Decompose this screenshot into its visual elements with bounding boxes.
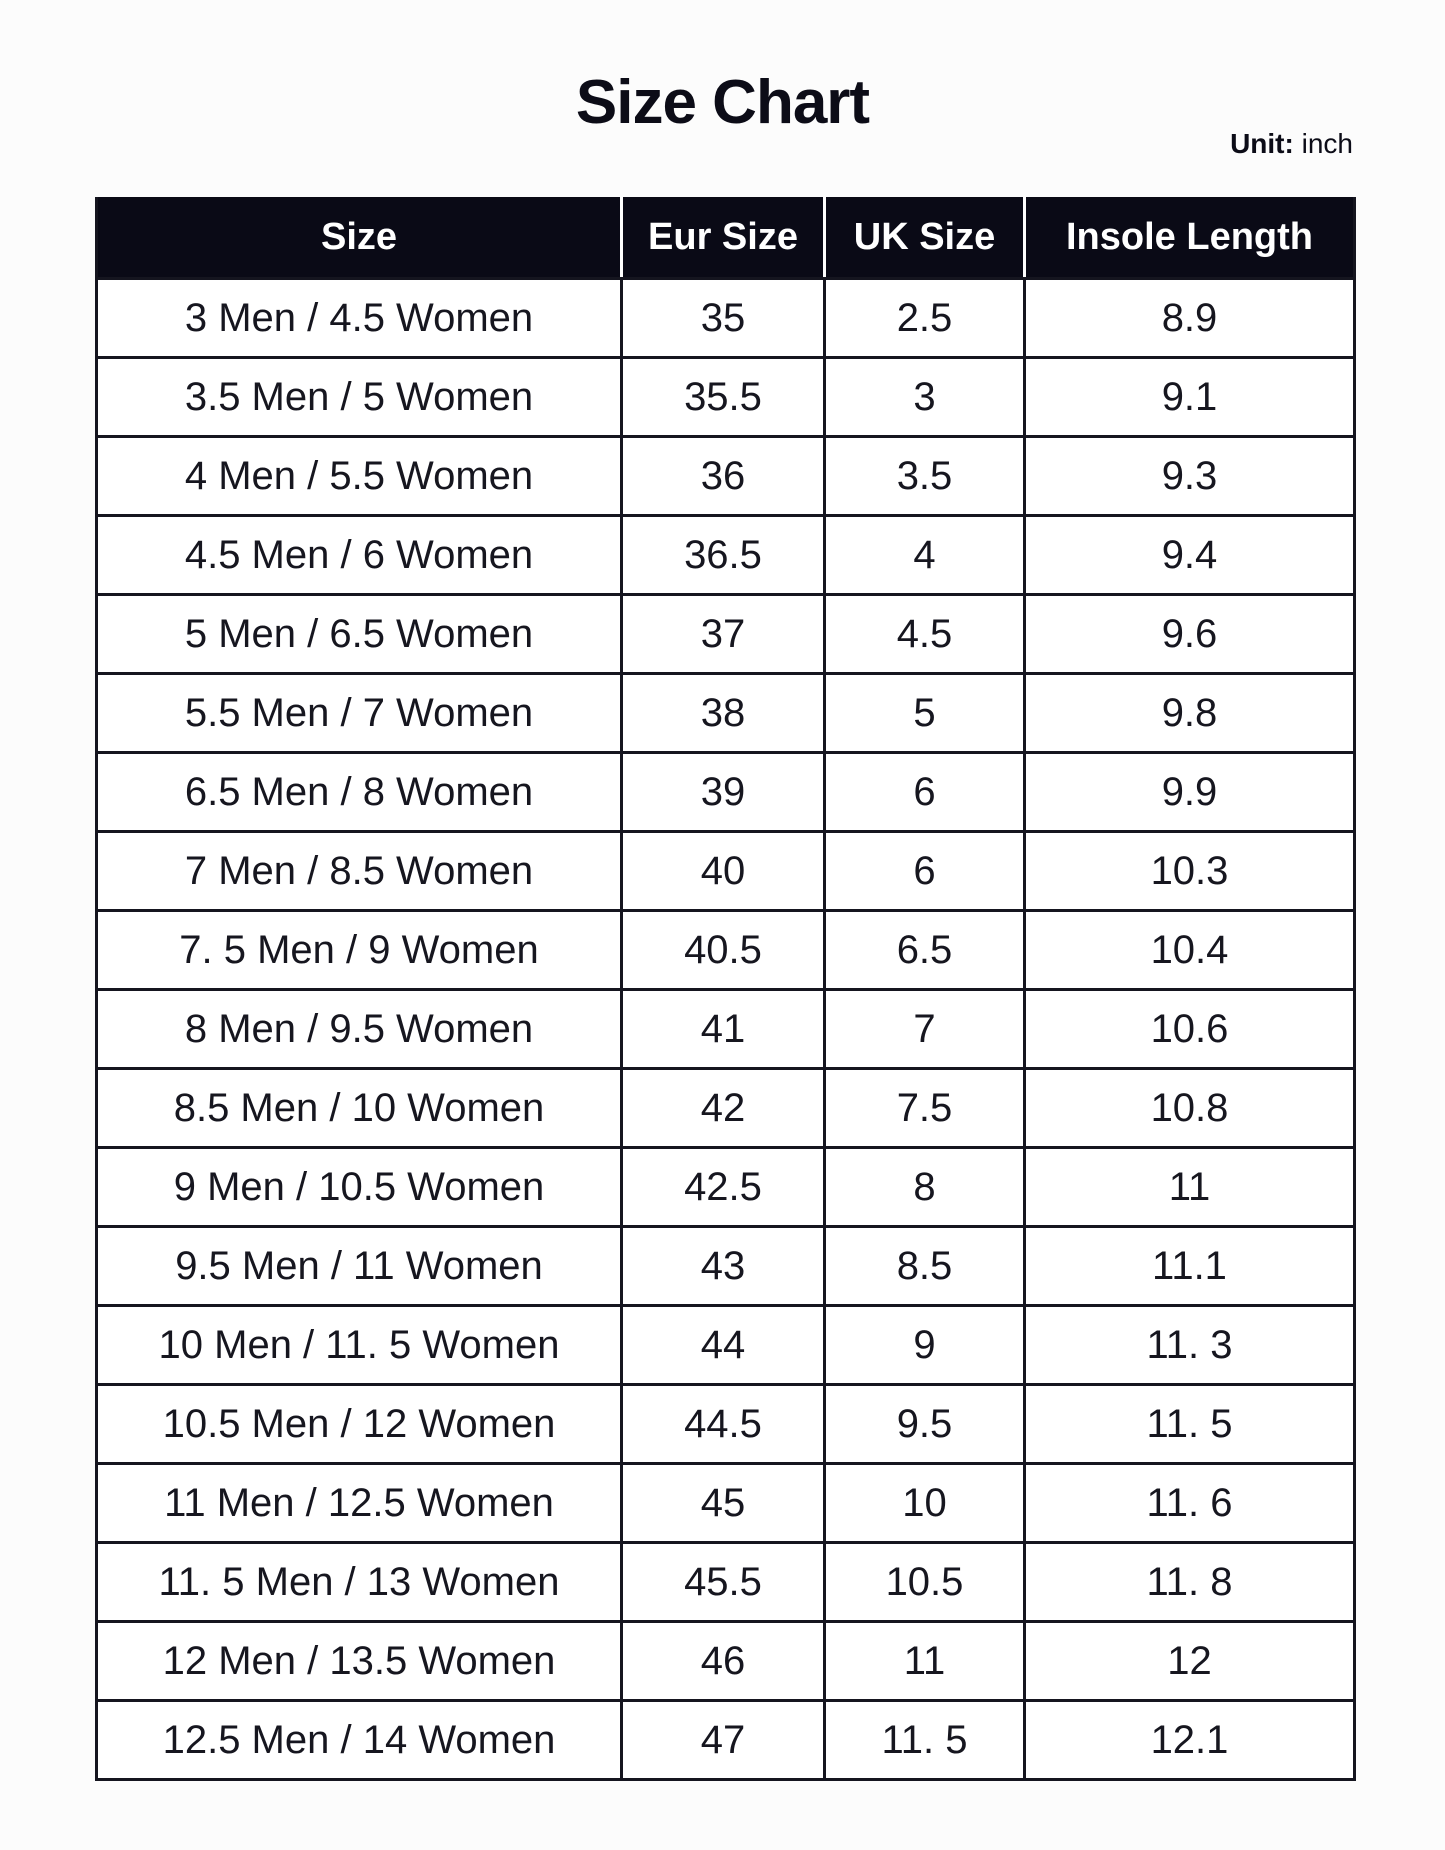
table-row	[97, 753, 1355, 832]
table-row	[97, 911, 1355, 990]
uk-size-cell: 8	[825, 1148, 1025, 1227]
size-cell: 11. 5 Men / 13 Women	[97, 1543, 622, 1622]
size-cell: 8 Men / 9.5 Women	[97, 990, 622, 1069]
eur-size-cell: 35.5	[622, 358, 825, 437]
uk-size-cell: 2.5	[825, 279, 1025, 358]
size-cell: 8.5 Men / 10 Women	[97, 1069, 622, 1148]
eur-size-cell: 42	[622, 1069, 825, 1148]
eur-size-cell: 45	[622, 1464, 825, 1543]
column-header-eur-size: Eur Size	[622, 197, 825, 279]
eur-size-cell: 36	[622, 437, 825, 516]
size-cell: 12 Men / 13.5 Women	[97, 1622, 622, 1701]
column-header-uk-size: UK Size	[825, 197, 1025, 279]
eur-size-cell: 42.5	[622, 1148, 825, 1227]
table-row	[97, 1543, 1355, 1622]
eur-size-cell: 40.5	[622, 911, 825, 990]
size-cell: 9 Men / 10.5 Women	[97, 1148, 622, 1227]
uk-size-cell: 3	[825, 358, 1025, 437]
unit-value: inch	[1301, 128, 1353, 159]
size-cell: 9.5 Men / 11 Women	[97, 1227, 622, 1306]
size-cell: 5 Men / 6.5 Women	[97, 595, 622, 674]
size-cell: 12.5 Men / 14 Women	[97, 1701, 622, 1780]
insole-length-cell: 11. 6	[1025, 1464, 1355, 1543]
unit-note	[1230, 126, 1353, 162]
uk-size-cell: 6	[825, 753, 1025, 832]
table-header	[97, 197, 1355, 279]
table-row	[97, 358, 1355, 437]
table-row	[97, 1306, 1355, 1385]
size-chart-table	[95, 197, 1356, 1781]
insole-length-cell: 8.9	[1025, 279, 1355, 358]
eur-size-cell: 47	[622, 1701, 825, 1780]
uk-size-cell: 3.5	[825, 437, 1025, 516]
table-row	[97, 516, 1355, 595]
uk-size-cell: 10.5	[825, 1543, 1025, 1622]
table-body	[97, 279, 1355, 1780]
unit-label: Unit:	[1230, 128, 1294, 159]
uk-size-cell: 10	[825, 1464, 1025, 1543]
eur-size-cell: 43	[622, 1227, 825, 1306]
column-header-size: Size	[97, 197, 622, 279]
uk-size-cell: 5	[825, 674, 1025, 753]
table-row	[97, 595, 1355, 674]
uk-size-cell: 6.5	[825, 911, 1025, 990]
table-row	[97, 1385, 1355, 1464]
table-row	[97, 1227, 1355, 1306]
insole-length-cell: 9.3	[1025, 437, 1355, 516]
eur-size-cell: 45.5	[622, 1543, 825, 1622]
size-cell: 7. 5 Men / 9 Women	[97, 911, 622, 990]
table-row	[97, 674, 1355, 753]
insole-length-cell: 12.1	[1025, 1701, 1355, 1780]
size-cell: 4.5 Men / 6 Women	[97, 516, 622, 595]
uk-size-cell: 7.5	[825, 1069, 1025, 1148]
column-header-insole-length: Insole Length	[1025, 197, 1355, 279]
table-row	[97, 1464, 1355, 1543]
eur-size-cell: 46	[622, 1622, 825, 1701]
insole-length-cell: 10.8	[1025, 1069, 1355, 1148]
page-title: Size Chart	[575, 68, 870, 137]
insole-length-cell: 12	[1025, 1622, 1355, 1701]
size-cell: 4 Men / 5.5 Women	[97, 437, 622, 516]
uk-size-cell: 8.5	[825, 1227, 1025, 1306]
eur-size-cell: 37	[622, 595, 825, 674]
header-row	[97, 197, 1355, 279]
insole-length-cell: 11. 5	[1025, 1385, 1355, 1464]
table-row	[97, 832, 1355, 911]
table-row	[97, 1148, 1355, 1227]
table-row	[97, 1701, 1355, 1780]
table-row	[97, 1622, 1355, 1701]
insole-length-cell: 9.4	[1025, 516, 1355, 595]
size-cell: 10.5 Men / 12 Women	[97, 1385, 622, 1464]
insole-length-cell: 10.4	[1025, 911, 1355, 990]
size-cell: 6.5 Men / 8 Women	[97, 753, 622, 832]
uk-size-cell: 9.5	[825, 1385, 1025, 1464]
uk-size-cell: 11. 5	[825, 1701, 1025, 1780]
uk-size-cell: 6	[825, 832, 1025, 911]
insole-length-cell: 9.9	[1025, 753, 1355, 832]
table-row	[97, 437, 1355, 516]
uk-size-cell: 9	[825, 1306, 1025, 1385]
eur-size-cell: 44.5	[622, 1385, 825, 1464]
uk-size-cell: 11	[825, 1622, 1025, 1701]
table-row	[97, 990, 1355, 1069]
size-cell: 3.5 Men / 5 Women	[97, 358, 622, 437]
eur-size-cell: 36.5	[622, 516, 825, 595]
insole-length-cell: 11	[1025, 1148, 1355, 1227]
insole-length-cell: 11. 3	[1025, 1306, 1355, 1385]
size-cell: 11 Men / 12.5 Women	[97, 1464, 622, 1543]
eur-size-cell: 41	[622, 990, 825, 1069]
table-row	[97, 1069, 1355, 1148]
size-cell: 7 Men / 8.5 Women	[97, 832, 622, 911]
insole-length-cell: 9.6	[1025, 595, 1355, 674]
eur-size-cell: 39	[622, 753, 825, 832]
uk-size-cell: 4.5	[825, 595, 1025, 674]
uk-size-cell: 7	[825, 990, 1025, 1069]
insole-length-cell: 9.8	[1025, 674, 1355, 753]
eur-size-cell: 35	[622, 279, 825, 358]
size-cell: 5.5 Men / 7 Women	[97, 674, 622, 753]
eur-size-cell: 44	[622, 1306, 825, 1385]
insole-length-cell: 9.1	[1025, 358, 1355, 437]
size-cell: 10 Men / 11. 5 Women	[97, 1306, 622, 1385]
eur-size-cell: 40	[622, 832, 825, 911]
insole-length-cell: 11. 8	[1025, 1543, 1355, 1622]
insole-length-cell: 10.6	[1025, 990, 1355, 1069]
uk-size-cell: 4	[825, 516, 1025, 595]
insole-length-cell: 11.1	[1025, 1227, 1355, 1306]
size-cell: 3 Men / 4.5 Women	[97, 279, 622, 358]
eur-size-cell: 38	[622, 674, 825, 753]
table-row	[97, 279, 1355, 358]
insole-length-cell: 10.3	[1025, 832, 1355, 911]
